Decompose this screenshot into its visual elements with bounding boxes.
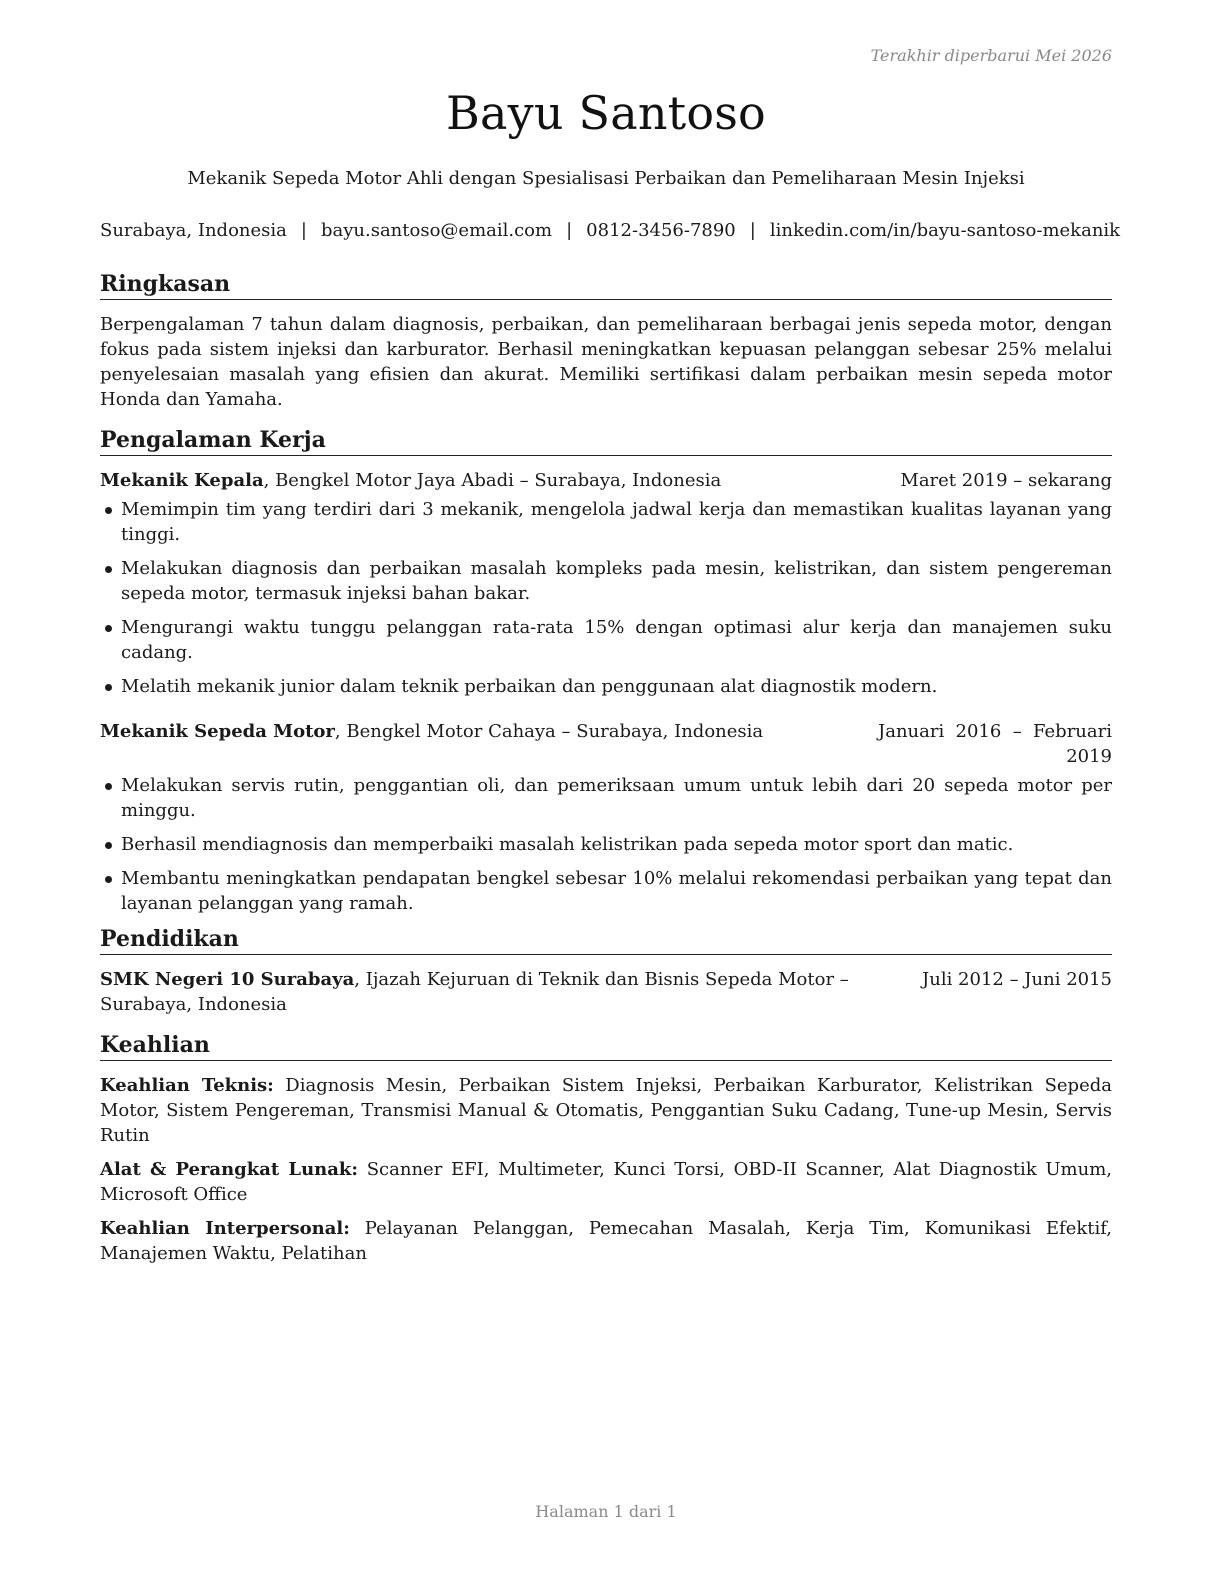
section-title-experience: Pengalaman Kerja	[100, 426, 1112, 456]
contact-separator: |	[300, 220, 307, 241]
job-dates: Januari 2016 – Februari 2019	[878, 721, 1112, 767]
section-title-education: Pendidikan	[100, 925, 1112, 955]
job-company: , Bengkel Motor Jaya Abadi – Surabaya, Indonesia	[263, 470, 722, 491]
job-header	[100, 468, 1112, 493]
job-header	[100, 719, 1112, 769]
education-entry	[100, 967, 1112, 1017]
job-bullet: Mengurangi waktu tunggu pelanggan rata-rata 15% dengan optimasi alur kerja dan manajemen suku cadang.	[100, 615, 1112, 665]
skill-group-label: Keahlian Teknis:	[100, 1075, 274, 1096]
education-detail: , Ijazah Kejuruan di Teknik dan Bisnis Sepeda Motor – Surabaya, Indonesia	[100, 969, 849, 1015]
summary-text: Berpengalaman 7 tahun dalam diagnosis, perbaikan, dan pemeliharaan berbagai jenis sepeda motor, dengan fokus pada sistem injeksi dan karburator. Berhasil meningkatkan kepuasan pelanggan sebesar 25% melalui penyelesaian masalah yang efisien dan akurat. Memiliki sertifikasi dalam perbaikan mesin sepeda motor Honda dan Yamaha.	[100, 314, 1112, 410]
section-title-skills: Keahlian	[100, 1031, 1112, 1061]
job-role: Mekanik Kepala	[100, 470, 264, 491]
job-company: , Bengkel Motor Cahaya – Surabaya, Indonesia	[334, 721, 764, 742]
contact-line	[100, 220, 1121, 241]
job-title-line	[100, 468, 876, 493]
skill-group-label: Alat & Perangkat Lunak:	[100, 1159, 359, 1180]
contact-phone: 0812-3456-7890	[586, 220, 736, 241]
education-school: SMK Negeri 10 Surabaya	[100, 969, 355, 990]
job-bullet: Berhasil mendiagnosis dan memperbaiki masalah kelistrikan pada sepeda motor sport dan matic.	[100, 832, 1112, 857]
contact-separator: |	[566, 220, 573, 241]
job-entry	[100, 719, 1112, 916]
candidate-tagline: Mekanik Sepeda Motor Ahli dengan Spesialisasi Perbaikan dan Pemeliharaan Mesin Injeksi	[187, 168, 1025, 189]
resume-page	[100, 0, 1121, 1584]
education-dates: Juli 2012 – Juni 2015	[922, 969, 1112, 990]
candidate-name: Bayu Santoso	[446, 86, 766, 140]
job-bullet: Melakukan diagnosis dan perbaikan masalah kompleks pada mesin, kelistrikan, dan sistem pengereman sepeda motor, termasuk injeksi bahan bakar.	[100, 556, 1112, 606]
last-updated-note: Terakhir diperbarui Mei 2026	[870, 46, 1112, 65]
education-line	[100, 967, 898, 1017]
resume-content	[100, 270, 1112, 1275]
job-bullets	[100, 497, 1112, 699]
skill-group-value: Pelayanan Pelanggan, Pemecahan Masalah, Kerja Tim, Komunikasi Efektif, Manajemen Waktu, Pelatihan	[100, 1218, 1113, 1264]
education-section	[100, 925, 1112, 1017]
skill-group-value: Scanner EFI, Multimeter, Kunci Torsi, OBD-II Scanner, Alat Diagnostik Umum, Microsoft Office	[100, 1159, 1113, 1205]
job-bullet: Membantu meningkatkan pendapatan bengkel sebesar 10% melalui rekomendasi perbaikan yang tepat dan layanan pelanggan yang ramah.	[100, 866, 1112, 916]
skill-group	[100, 1216, 1112, 1266]
skill-group	[100, 1157, 1112, 1207]
job-bullet: Melatih mekanik junior dalam teknik perbaikan dan penggunaan alat diagnostik modern.	[100, 674, 1112, 699]
skills-section	[100, 1031, 1112, 1266]
job-bullet: Memimpin tim yang terdiri dari 3 mekanik, mengelola jadwal kerja dan memastikan kualitas layanan yang tinggi.	[100, 497, 1112, 547]
page-number: Halaman 1 dari 1	[535, 1502, 677, 1521]
skill-group-value: Diagnosis Mesin, Perbaikan Sistem Injeksi, Perbaikan Karburator, Kelistrikan Sepeda Motor, Sistem Pengereman, Transmisi Manual & Otomatis, Penggantian Suku Cadang, Tune-up Mesin, Servis Rutin	[100, 1075, 1112, 1146]
contact-location: Surabaya, Indonesia	[100, 220, 287, 241]
skill-group-label: Keahlian Interpersonal:	[100, 1218, 350, 1239]
job-title-line	[100, 719, 854, 744]
job-bullets	[100, 773, 1112, 916]
job-entry	[100, 468, 1112, 699]
skill-group	[100, 1073, 1112, 1148]
job-bullet: Melakukan servis rutin, penggantian oli, dan pemeriksaan umum untuk lebih dari 20 sepeda motor per minggu.	[100, 773, 1112, 823]
summary-section	[100, 270, 1112, 412]
experience-section	[100, 426, 1112, 916]
contact-linkedin[interactable]: linkedin.com/in/bayu-santoso-mekanik	[769, 220, 1121, 241]
contact-separator: |	[749, 220, 756, 241]
section-title-summary: Ringkasan	[100, 270, 1112, 300]
contact-email[interactable]: bayu.santoso@email.com	[320, 220, 553, 241]
job-role: Mekanik Sepeda Motor	[100, 721, 335, 742]
job-dates: Maret 2019 – sekarang	[900, 470, 1112, 491]
